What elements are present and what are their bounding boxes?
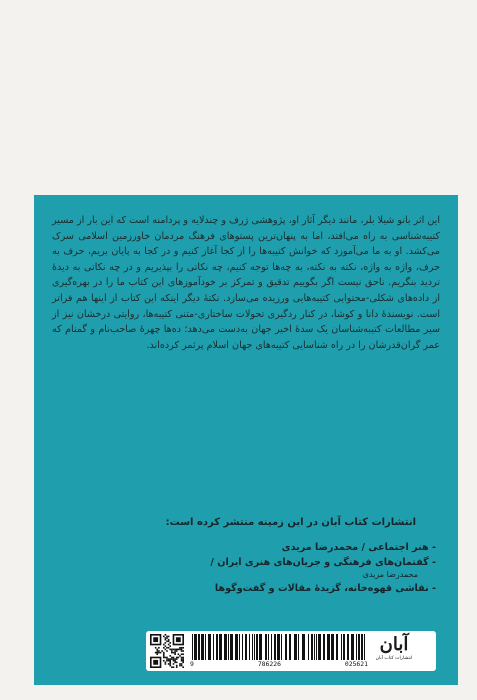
book-title: - نقاشی قهوه‌خانه، گزیدهٔ مقالات و گفت‌وگوها: [214, 583, 436, 594]
publisher-logo: [374, 634, 414, 668]
logo-caption: انتشارات کتاب آبان: [375, 656, 413, 661]
isbn-part: 786226: [257, 660, 281, 668]
isbn-part: 025621: [344, 660, 368, 668]
book-author: محمدرضا مریدی: [362, 570, 418, 579]
book-title: - هنر اجتماعی / محمدرضا مریدی: [281, 542, 436, 553]
list-item: [114, 583, 436, 594]
isbn-digits: [190, 660, 368, 668]
publisher-list: [114, 517, 436, 598]
qr-code-icon: [150, 634, 184, 668]
teal-cover-panel: [34, 195, 458, 685]
list-item: [114, 557, 436, 579]
book-title: - گفتمان‌های فرهنگی و جریان‌های هنری ایران /: [210, 557, 436, 568]
logo-mark: آبان: [379, 634, 409, 655]
isbn-part: 9: [190, 660, 194, 668]
list-item: [114, 542, 436, 553]
publisher-heading: انتشارات کتاب آبان در این زمینه منتشر کرده است:: [165, 517, 416, 528]
barcode-panel: [146, 631, 436, 671]
barcode-icon: [190, 634, 368, 660]
blurb-text: این اثر بانو شیلا بلر، مانند دیگر آثار او، پژوهشی ژرف و چندلایه و پردامنه است که این بار از مسیر کتیبه‌شناسی به راه می‌افتد، اما به پنهان‌ترین پستوهای فرهنگ مردمان خاورزمین اسلامی سرک می‌کشد. او به ما می‌آموزد که خوانش کتیبه‌ها را از کجا آغاز کنیم و در کجا به پایان بریم، حرف به حرف، واژه به واژه، نکته به نکته، به چه‌ها توجه کنیم، چه نکاتی را بپذیریم و در چه نکاتی به دیدهٔ تردید بنگریم. ناحق نیست اگر بگوییم تدقیق و تمرکز بر خودآموزهای این کتاب ما را در بهره‌گیری از داده‌های شکلی-محتوایی کتیبه‌هایی ورزیده می‌سازد. نکتهٔ دیگر اینکه این کتاب از اینها هم فراتر است. نویسندهٔ دانا و کوشا، در کنار ردگیری تحولات ساختاری-متنی کتیبه‌ها، روایتی درخشان نیز از سیر مطالعات کتیبه‌شناسان یک سدهٔ اخیر جهان به‌دست می‌دهد؛ ده‌ها چهرهٔ صاحب‌نام و گمنام که عمر گران‌قدرشان را در راه شناسایی کتیبه‌های جهان اسلام پرثمر کرده‌اند.: [52, 215, 440, 351]
